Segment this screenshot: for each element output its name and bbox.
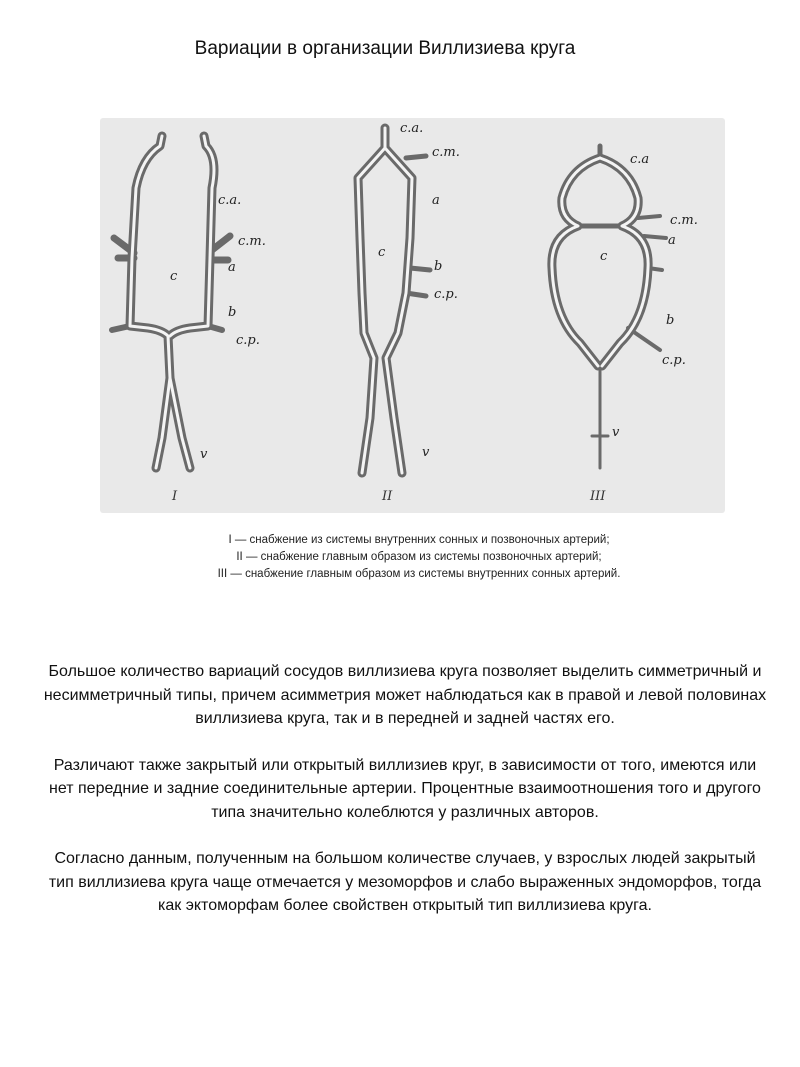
caption-line: II — снабжение главным образом из системы позвоночных артерий;: [236, 551, 602, 563]
diagram-3-numeral: III: [590, 489, 606, 504]
diagram-2-numeral: II: [382, 489, 393, 504]
diagram-1-label-cp: c.p.: [236, 333, 260, 348]
willis-circle-figure: [100, 118, 725, 513]
diagram-2-label-b: b: [434, 259, 443, 274]
diagram-3: [552, 146, 666, 468]
diagram-1-label-c: c: [170, 269, 178, 284]
diagram-3-label-cp: c.p.: [662, 353, 686, 368]
diagram-2-label-cm: c.m.: [432, 145, 460, 160]
paragraph: Большое количество вариаций сосудов виллизиева круга позволяет выделить симметричный и несимметричный типы, причем асимметрия может наблюдаться как в правой и левой половинах виллизиева круга, так и в передней и задней частях его.: [43, 663, 767, 727]
diagram-1-numeral: I: [172, 489, 178, 504]
paragraph: Согласно данным, полученным на большом количестве случаев, у взрослых людей закрытый тип виллизиева круга чаще отмечается у мезоморфов и слабо выраженных эндоморфов, тогда как эктоморфам более свойствен открытый тип виллизиева круга.: [48, 850, 762, 914]
diagram-2-label-cp: c.p.: [434, 287, 458, 302]
diagram-1-label-v: v: [200, 447, 208, 462]
diagram-2-label-v: v: [422, 445, 430, 460]
body-text: [40, 660, 770, 941]
diagram-1-label-cm: c.m.: [238, 234, 266, 249]
figure-caption: [0, 532, 800, 583]
diagram-1-label-b: b: [228, 305, 237, 320]
diagram-3-label-a: a: [668, 233, 676, 248]
caption-line: I — снабжение из системы внутренних сонных и позвоночных артерий;: [228, 534, 610, 546]
diagram-3-label-c: c: [600, 249, 608, 264]
diagram-1-label-a: a: [228, 260, 236, 275]
diagram-2-label-a: a: [432, 193, 440, 208]
diagram-3-label-cm: c.m.: [670, 213, 698, 228]
diagram-3-label-b: b: [666, 313, 675, 328]
paragraph: Различают также закрытый или открытый виллизиев круг, в зависимости от того, имеются или нет передние и задние соединительные артерии. Процентные взаимоотношения того и другого типа значительно колеблются у различных авторов.: [49, 756, 761, 821]
diagram-2-label-c: c: [378, 245, 386, 260]
willis-circle-diagrams: [100, 118, 725, 513]
diagram-2-label-ca: c.a.: [400, 121, 424, 136]
diagram-2: [358, 128, 430, 473]
page-title: Вариации в организации Виллизиева круга: [194, 38, 576, 59]
diagram-1: [112, 136, 230, 468]
diagram-3-label-ca: c.a: [630, 152, 650, 167]
caption-line: III — снабжение главным образом из системы внутренних сонных артерий.: [217, 568, 621, 580]
diagram-1-label-ca: c.a.: [218, 193, 242, 208]
diagram-3-label-v: v: [612, 425, 620, 440]
